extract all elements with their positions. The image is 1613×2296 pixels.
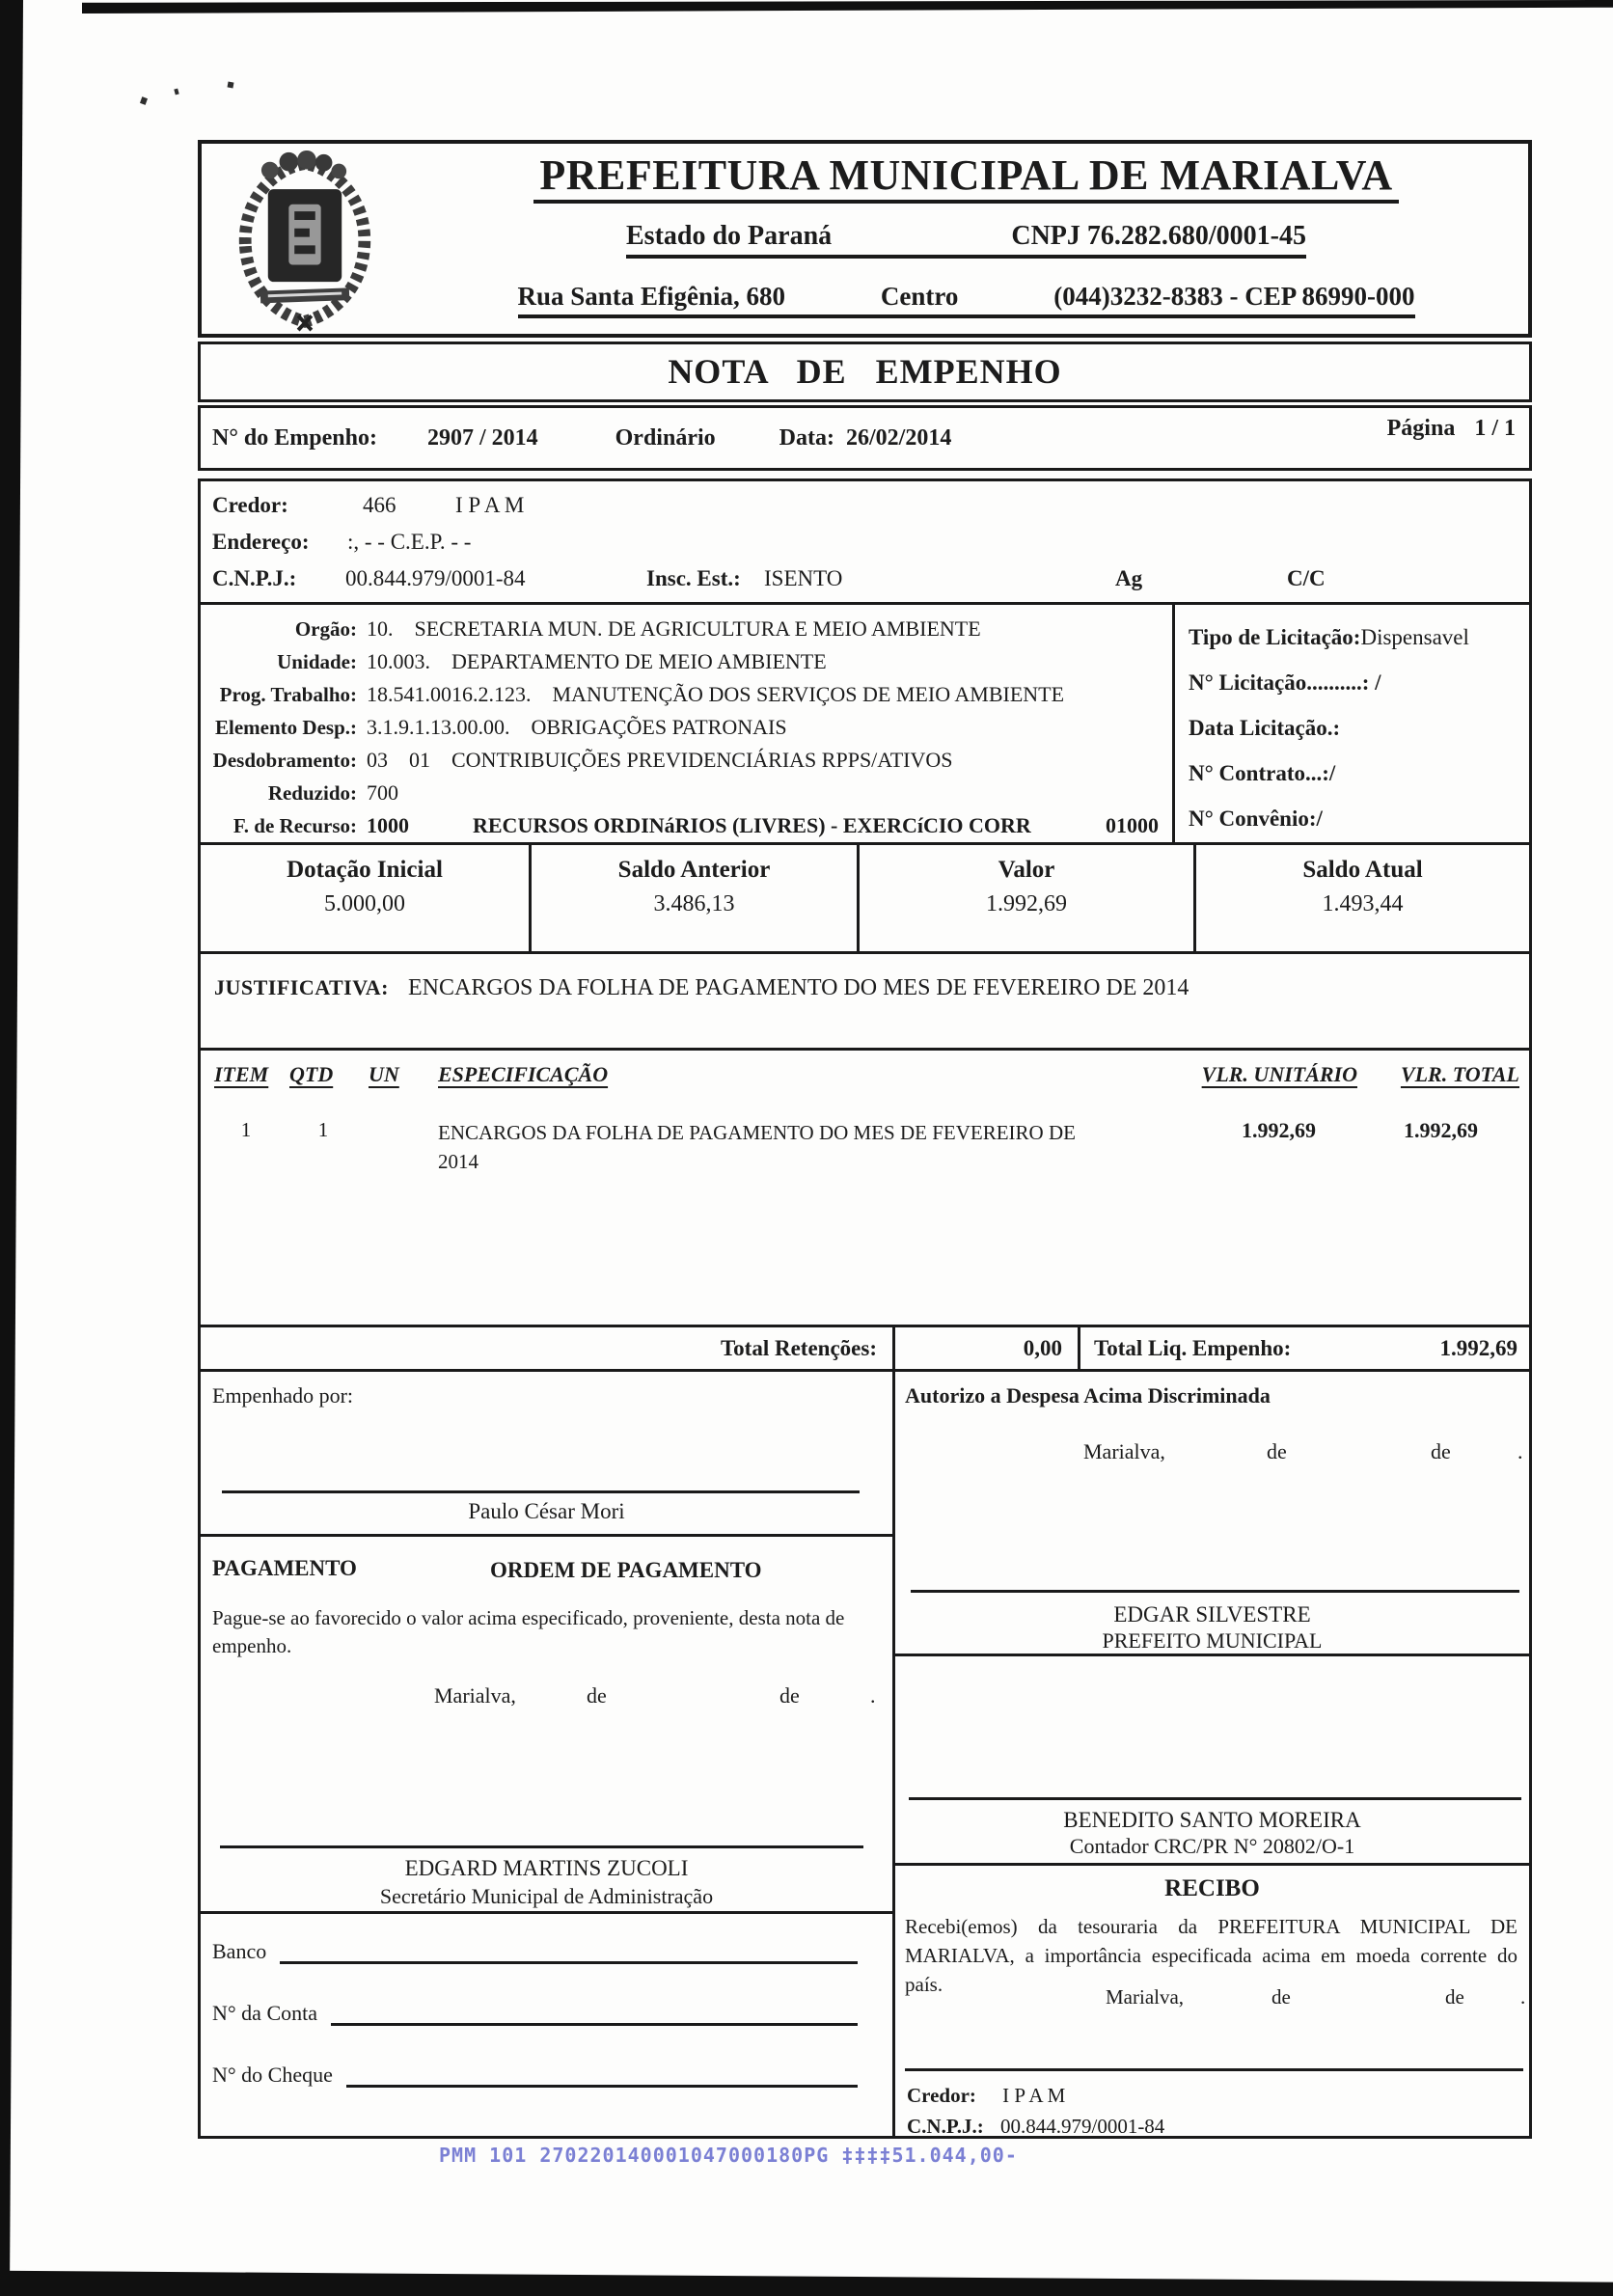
municipal-crest-logo	[202, 144, 404, 334]
credor-label: Credor:	[212, 493, 288, 517]
tipo-licitacao-label: Tipo de Licitação:	[1189, 625, 1361, 649]
recibo-credor-value: I P A M	[1002, 2084, 1066, 2107]
endereco-label: Endereço:	[212, 530, 310, 554]
cell-vlr-total: 1.992,69	[1404, 1118, 1478, 1142]
empenho-number-label: N° do Empenho:	[212, 424, 377, 451]
recibo-title: RECIBO	[1164, 1875, 1260, 1901]
recibo-credor-label: Credor:	[907, 2084, 976, 2107]
total-liquido-cell	[1080, 1327, 1529, 1369]
page-value: 1 / 1	[1474, 416, 1516, 441]
city-line-city: Marialva,	[1083, 1439, 1165, 1463]
fonte-recurso-desc: RECURSOS ORDINáRIOS (LIVRES) - EXERCíCIO CORR	[473, 813, 1031, 837]
city-line-de2: de	[1445, 1985, 1464, 2009]
prog-trabalho-code: 18.541.0016.2.123.	[367, 682, 532, 706]
credor-name: I P A M	[455, 493, 525, 517]
unidade-label: Unidade:	[277, 650, 357, 673]
city-line-dot: .	[870, 1683, 876, 1708]
dotacao-inicial-label: Dotação Inicial	[287, 857, 443, 883]
reduzido-code: 700	[367, 780, 398, 805]
unidade-code: 10.003.	[367, 649, 430, 673]
header-qtd: QTD	[289, 1062, 334, 1086]
recibo-box	[895, 1866, 1529, 2136]
contador-box	[895, 1656, 1529, 1866]
dotacao-inicial-cell	[201, 845, 532, 951]
recibo-credor-row	[907, 2084, 1065, 2108]
city-line-dot: .	[1520, 1985, 1526, 2009]
signature-line	[911, 1590, 1519, 1593]
document-body	[198, 478, 1532, 2139]
desdobramento-label: Desdobramento:	[212, 749, 357, 772]
elemento-code: 3.1.9.1.13.00.00.	[367, 715, 510, 739]
prog-trabalho-row	[201, 678, 1172, 711]
date-value: 26/02/2014	[845, 424, 952, 451]
cell-vlr-unitario: 1.992,69	[1242, 1118, 1316, 1142]
page-title: PREFEITURA MUNICIPAL DE MARIALVA	[533, 153, 1398, 204]
signatures-section	[201, 1372, 1529, 2136]
justificativa-text: ENCARGOS DA FOLHA DE PAGAMENTO DO MES DE FEVEREIRO DE 2014	[408, 975, 1189, 1000]
ordem-pagamento-title: ORDEM DE PAGAMENTO	[490, 1558, 762, 1582]
valor-cell	[860, 845, 1196, 951]
conta-row	[212, 2001, 858, 2026]
signature-line	[220, 1845, 863, 1848]
saldo-atual-cell	[1196, 845, 1529, 951]
header-address-line	[518, 282, 1415, 318]
budget-classification	[201, 605, 1175, 842]
scan-speck	[228, 82, 234, 89]
scan-edge-left	[0, 0, 27, 2296]
justificativa-label: JUSTIFICATIVA:	[214, 975, 390, 999]
header-vlr-unitario: VLR. UNITÁRIO	[1201, 1062, 1357, 1086]
prefeito-name: EDGAR SILVESTRE	[1113, 1602, 1311, 1626]
city-line-city: Marialva,	[434, 1683, 516, 1708]
fonte-recurso-extra: 01000	[1106, 813, 1159, 837]
dotacao-inicial-value: 5.000,00	[324, 891, 405, 916]
page-label: Página	[1386, 416, 1456, 441]
contador-role: Contador CRC/PR N° 20802/O-1	[1069, 1834, 1355, 1858]
cnpj-label: CNPJ 76.282.680/0001-45	[1011, 220, 1306, 251]
empenhado-por-box	[201, 1372, 892, 1537]
city-line-de1: de	[1267, 1439, 1287, 1463]
cheque-label: N° do Cheque	[212, 2063, 333, 2087]
totals-row	[201, 1327, 1529, 1372]
signature-line	[905, 2068, 1523, 2071]
ordem-pagamento-box	[201, 1537, 892, 1914]
header-especificacao: ESPECIFICAÇÃO	[438, 1062, 609, 1086]
prefeito-role: PREFEITO MUNICIPAL	[1102, 1628, 1323, 1653]
street-address: Rua Santa Efigênia, 680	[517, 281, 786, 311]
scan-speck	[140, 96, 148, 105]
left-column	[201, 1372, 895, 2136]
agencia-label: Ag	[1115, 566, 1143, 590]
num-convenio-row: N° Convênio:/	[1189, 806, 1323, 831]
signature-line	[222, 1490, 860, 1493]
conta-label: N° da Conta	[212, 2001, 318, 2025]
saldo-atual-value: 1.493,44	[1322, 891, 1404, 916]
bank-details-box	[201, 1914, 892, 2136]
cell-item: 1	[240, 1118, 252, 1141]
cell-qtd: 1	[317, 1118, 329, 1141]
pague-se-text: Pague-se ao favorecido o valor acima especificado, proveniente, desta nota de empenho.	[212, 1606, 845, 1657]
desdobramento-row	[201, 744, 1172, 777]
empenho-date	[779, 425, 952, 451]
saldo-anterior-label: Saldo Anterior	[617, 857, 771, 883]
pagamento-title: PAGAMENTO	[212, 1556, 357, 1580]
nota-de-empenho-document	[198, 140, 1532, 2139]
right-column	[895, 1372, 1529, 2136]
header-vlr-total: VLR. TOTAL	[1400, 1062, 1519, 1086]
date-label: Data:	[779, 424, 834, 451]
document-title-bar: NOTA DE EMPENHO	[198, 342, 1532, 402]
recibo-cnpj-value: 00.844.979/0001-84	[999, 2115, 1165, 2138]
total-liquido-label: Total Liq. Empenho:	[1094, 1335, 1292, 1360]
empenho-number-value: 2907 / 2014	[426, 424, 538, 451]
elemento-label: Elemento Desp.:	[215, 716, 357, 739]
state-label: Estado do Paraná	[626, 220, 833, 251]
orgao-code: 10.	[367, 616, 394, 641]
tipo-licitacao-row	[1189, 615, 1529, 660]
unidade-row	[201, 645, 1172, 678]
cnpj-value: 00.844.979/0001-84	[345, 566, 526, 590]
prog-trabalho-desc: MANUTENÇÃO DOS SERVIÇOS DE MEIO AMBIENTE	[552, 682, 1065, 706]
header-un: UN	[369, 1062, 399, 1086]
total-retencoes-label: Total Retenções:	[201, 1327, 895, 1369]
orgao-row	[201, 613, 1172, 645]
creditor-section	[201, 481, 1529, 605]
reduzido-label: Reduzido:	[267, 781, 357, 805]
fonte-recurso-code: 1000	[367, 813, 409, 837]
num-contrato-row: N° Contrato...:/	[1189, 761, 1336, 785]
cheque-fill-line	[346, 2064, 858, 2088]
recibo-cnpj-label: C.N.P.J.:	[907, 2115, 984, 2138]
budget-section	[201, 605, 1529, 845]
banco-fill-line	[280, 1941, 858, 1964]
valor-label: Valor	[998, 857, 1055, 883]
city-line-dot: .	[1517, 1439, 1523, 1463]
crest-icon	[213, 148, 396, 337]
data-licitacao-row: Data Licitação.:	[1189, 716, 1341, 740]
signature-line	[909, 1797, 1521, 1800]
desdobramento-desc: CONTRIBUIÇÕES PREVIDENCIÁRIAS RPPS/ATIVOS	[451, 748, 953, 772]
cheque-row	[212, 2063, 858, 2088]
district: Centro	[880, 281, 959, 311]
orgao-label: Orgão:	[294, 617, 357, 641]
city-line-de1: de	[1271, 1985, 1291, 2009]
table-row	[214, 1118, 1519, 1176]
document-header	[198, 140, 1532, 338]
empenhado-por-label: Empenhado por:	[212, 1383, 354, 1408]
total-liquido-value: 1.992,69	[1439, 1335, 1517, 1360]
tipo-licitacao-value: Dispensavel	[1360, 625, 1469, 649]
orgao-desc: SECRETARIA MUN. DE AGRICULTURA E MEIO AMBIENTE	[414, 616, 981, 641]
desdobramento-code2: 01	[409, 748, 430, 772]
amounts-section	[201, 845, 1529, 954]
items-table-header	[214, 1062, 1519, 1087]
conta-fill-line	[331, 2003, 858, 2026]
unidade-desc: DEPARTAMENTO DE MEIO AMBIENTE	[451, 649, 827, 673]
autorizo-despesa-box	[895, 1372, 1529, 1656]
elemento-desc: OBRIGAÇÕES PATRONAIS	[531, 715, 787, 739]
saldo-anterior-value: 3.486,13	[653, 891, 735, 916]
contador-name: BENEDITO SANTO MOREIRA	[1063, 1808, 1361, 1832]
scan-speck	[174, 89, 178, 96]
endereco-value: :, - - C.E.P. - -	[347, 530, 472, 554]
prog-trabalho-label: Prog. Trabalho:	[219, 683, 357, 706]
scan-edge-top	[82, 0, 1613, 14]
city-line-de1: de	[587, 1683, 607, 1708]
insc-est-label: Insc. Est.:	[646, 566, 741, 590]
header-state-cnpj	[626, 221, 1306, 259]
phone-cep: (044)3232-8383 - CEP 86990-000	[1053, 281, 1415, 311]
elemento-row	[201, 711, 1172, 744]
fonte-recurso-row	[201, 809, 1172, 842]
saldo-atual-label: Saldo Atual	[1302, 857, 1423, 883]
header-text	[404, 144, 1528, 334]
desdobramento-code1: 03	[367, 748, 388, 772]
empenho-kind: Ordinário	[615, 424, 716, 451]
cell-especificacao: ENCARGOS DA FOLHA DE PAGAMENTO DO MES DE FEVEREIRO DE 2014	[438, 1121, 1076, 1173]
cnpj-label: C.N.P.J.:	[212, 566, 297, 590]
empenhado-por-name: Paulo César Mori	[468, 1499, 625, 1523]
valor-value: 1.992,69	[986, 891, 1067, 916]
saldo-anterior-cell	[532, 845, 860, 951]
city-line-de2: de	[1431, 1439, 1451, 1463]
secretario-name: EDGARD MARTINS ZUCOLI	[404, 1856, 689, 1880]
recibo-text: Recebi(emos) da tesouraria da PREFEITURA MUNICIPAL DE MARIALVA, a importância especificada acima em moeda corrente do país.	[905, 1915, 1517, 1996]
insc-est-value: ISENTO	[764, 566, 843, 590]
conta-corrente-label: C/C	[1287, 566, 1326, 590]
empenho-number-row	[198, 405, 1532, 471]
autorizo-title: Autorizo a Despesa Acima Discriminada	[905, 1383, 1271, 1408]
banco-label: Banco	[212, 1939, 267, 1963]
justificativa-section	[201, 954, 1529, 1051]
licitacao-panel	[1175, 605, 1529, 842]
dot-matrix-print-line: PMM 101 270220140001047000180PG ‡‡‡‡51.044,00-	[439, 2144, 1018, 2167]
items-table	[201, 1051, 1529, 1327]
city-line-de2: de	[779, 1683, 800, 1708]
banco-row	[212, 1939, 858, 1964]
total-retencoes-value: 0,00	[895, 1327, 1080, 1369]
credor-code: 466	[363, 493, 396, 517]
secretario-role: Secretário Municipal de Administração	[379, 1884, 714, 1908]
reduzido-row	[201, 777, 1172, 809]
scan-edge-bottom	[0, 2265, 1613, 2296]
num-licitacao-row: N° Licitação..........: /	[1189, 670, 1381, 695]
cell-un	[369, 1118, 424, 1176]
city-line-city: Marialva,	[1106, 1985, 1185, 2009]
header-item: ITEM	[214, 1062, 269, 1086]
fonte-recurso-label: F. de Recurso:	[232, 814, 357, 837]
recibo-cnpj-row	[907, 2115, 1164, 2139]
page-indicator	[1387, 416, 1516, 442]
